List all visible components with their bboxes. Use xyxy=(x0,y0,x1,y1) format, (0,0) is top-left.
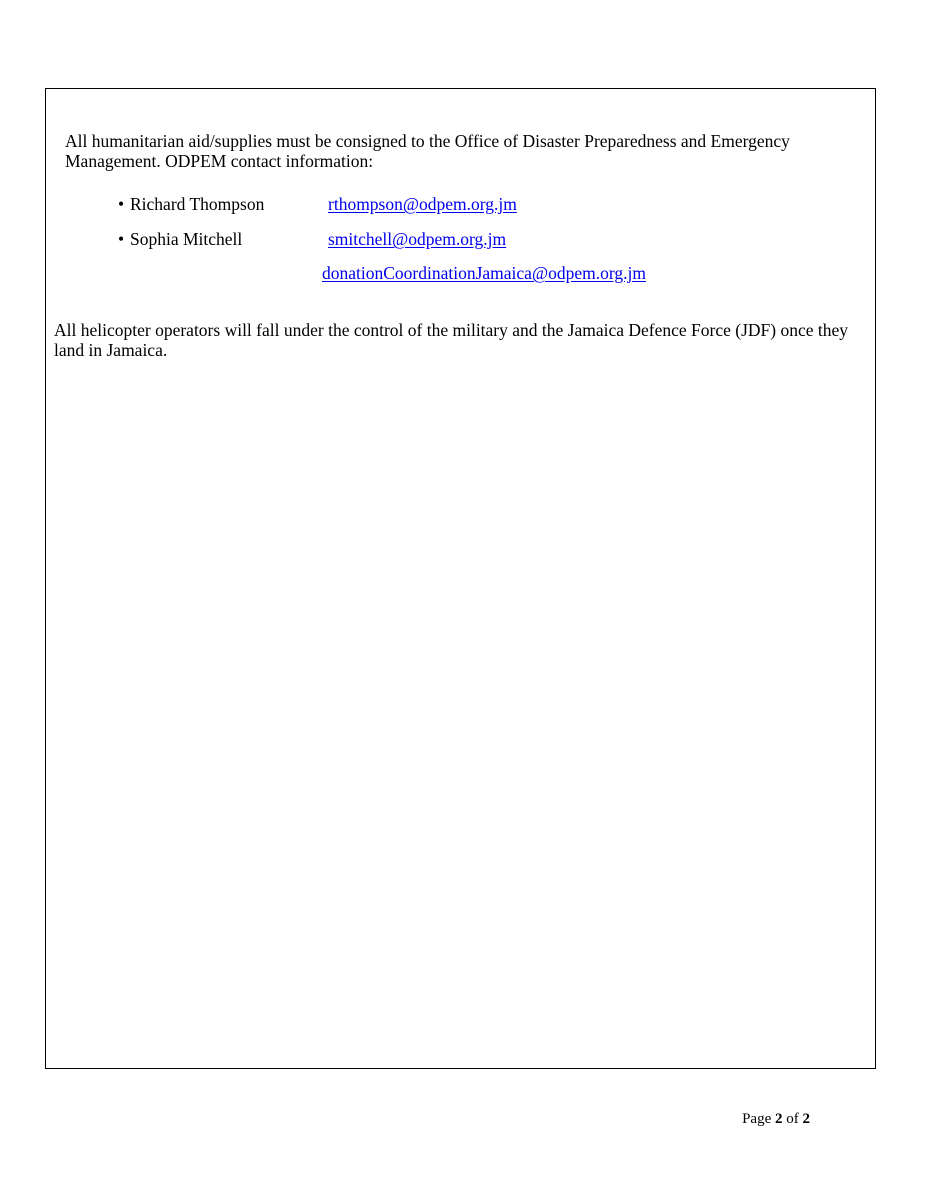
bullet-icon: • xyxy=(118,229,125,249)
aid-consignment-paragraph: All humanitarian aid/supplies must be consigned to the Office of Disaster Preparedness and Emergency Management. ODPEM contact information: xyxy=(65,131,790,171)
page-of: of xyxy=(786,1111,799,1127)
page-total: 2 xyxy=(802,1111,810,1127)
contact-name: Richard Thompson xyxy=(130,194,265,214)
helicopter-operators-paragraph: All helicopter operators will fall under the control of the military and the Jamaica Defence Force (JDF) once they land in Jamaica. xyxy=(54,320,849,360)
email-link-smitchell[interactable]: smitchell@odpem.org.jm xyxy=(328,229,507,249)
contact-name: Sophia Mitchell xyxy=(130,229,243,249)
email-link-rthompson[interactable]: rthompson@odpem.org.jm xyxy=(328,194,517,214)
page-prefix: Page xyxy=(742,1111,772,1127)
email-link-donation-coordination[interactable]: donationCoordinationJamaica@odpem.org.jm xyxy=(322,263,646,283)
page-current: 2 xyxy=(775,1111,783,1127)
page-number xyxy=(742,1111,810,1128)
bullet-icon: • xyxy=(118,194,125,214)
